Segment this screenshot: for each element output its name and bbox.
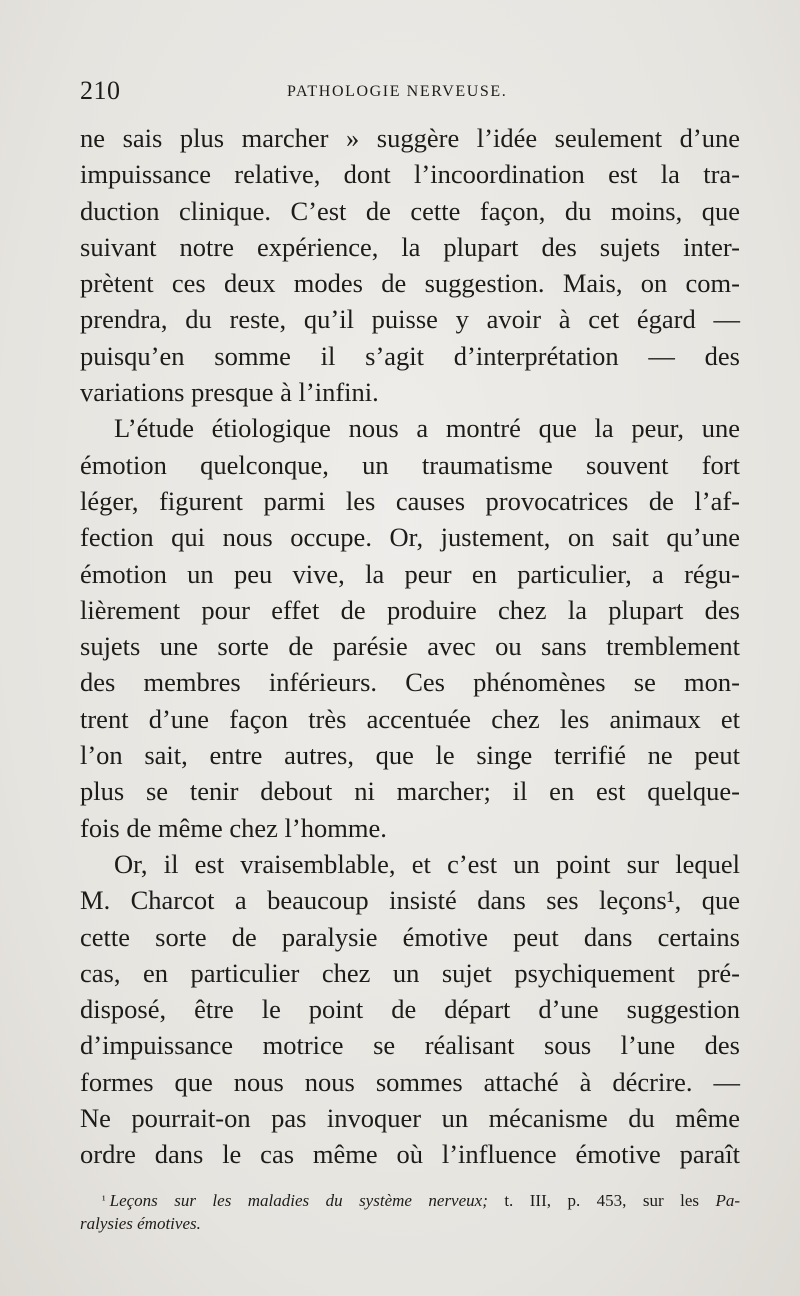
footnote-title: Leçons sur les maladies du système nerveux;: [109, 1191, 488, 1210]
footnote: [80, 1189, 740, 1235]
paragraph-3: [80, 846, 740, 1173]
text-line: duction clinique. C’est de cette façon, du moins, que: [80, 195, 740, 226]
paragraph-1: [80, 120, 740, 410]
text-line: formes que nous nous sommes attaché à décrire. —: [80, 1066, 740, 1097]
text-line: prendra, du reste, qu’il puisse y avoir à cet égard —: [80, 304, 740, 335]
text-line: cas, en particulier chez un sujet psychiquement pré-: [80, 957, 740, 988]
footnote-tail: ralysies émotives.: [80, 1214, 201, 1233]
text-line: léger, figurent parmi les causes provocatrices de l’af-: [80, 485, 740, 516]
footnote-line: [80, 1189, 740, 1212]
page-number: 210: [80, 76, 121, 105]
footnote-reference: t. III, p. 453, sur les: [487, 1191, 716, 1210]
text-line: émotion quelconque, un traumatisme souvent fort: [80, 449, 740, 480]
text-line: fois de même chez l’homme.: [80, 812, 387, 843]
text-line: Ne pourrait-on pas invoquer un mécanisme du même: [80, 1103, 740, 1134]
footnote-tail: Pa-: [715, 1191, 740, 1210]
text-line: disposé, être le point de départ d’une suggestion: [80, 994, 740, 1025]
text-line: ne sais plus marcher » suggère l’idée seulement d’une: [80, 123, 740, 153]
text-line: suivant notre expérience, la plupart des sujets inter-: [80, 231, 740, 262]
text-line: L’étude étiologique nous a montré que la peur, une: [114, 413, 740, 444]
text-line: variations presque à l’infini.: [80, 377, 379, 408]
text-line: sujets une sorte de parésie avec ou sans tremblement: [80, 631, 740, 662]
footnote-line: [80, 1212, 740, 1235]
text-line: trent d’une façon très accentuée chez les animaux et: [80, 703, 740, 734]
page-header: [80, 76, 740, 106]
text-line: d’impuissance motrice se réalisant sous l’une des: [80, 1030, 740, 1061]
text-line: des membres inférieurs. Ces phénomènes se mon-: [80, 667, 740, 698]
running-head: PATHOLOGIE NERVEUSE.: [287, 83, 508, 100]
footnote-mark: ¹: [102, 1193, 106, 1207]
text-line: fection qui nous occupe. Or, justement, on sait qu’une: [80, 522, 740, 553]
text-line: plus se tenir debout ni marcher; il en est quelque-: [80, 776, 740, 807]
text-line: Or, il est vraisemblable, et c’est un point sur lequel: [114, 848, 740, 879]
text-line: M. Charcot a beaucoup insisté dans ses leçons¹, que: [80, 885, 740, 916]
text-line: lièrement pour effet de produire chez la plupart des: [80, 594, 740, 625]
text-line: prètent ces deux modes de suggestion. Mais, on com-: [80, 268, 740, 299]
text-line: cette sorte de paralysie émotive peut dans certains: [80, 921, 740, 952]
paragraph-2: [80, 410, 740, 846]
body-text: [80, 120, 740, 1173]
text-line: ordre dans le cas même où l’influence émotive paraît: [80, 1139, 740, 1170]
text-line: puisqu’en somme il s’agit d’interprétation — des: [80, 340, 740, 371]
text-line: impuissance relative, dont l’incoordination est la tra-: [80, 159, 740, 190]
text-line: émotion un peu vive, la peur en particulier, a régu-: [80, 558, 740, 589]
text-line: l’on sait, entre autres, que le singe terrifié ne peut: [80, 740, 740, 771]
